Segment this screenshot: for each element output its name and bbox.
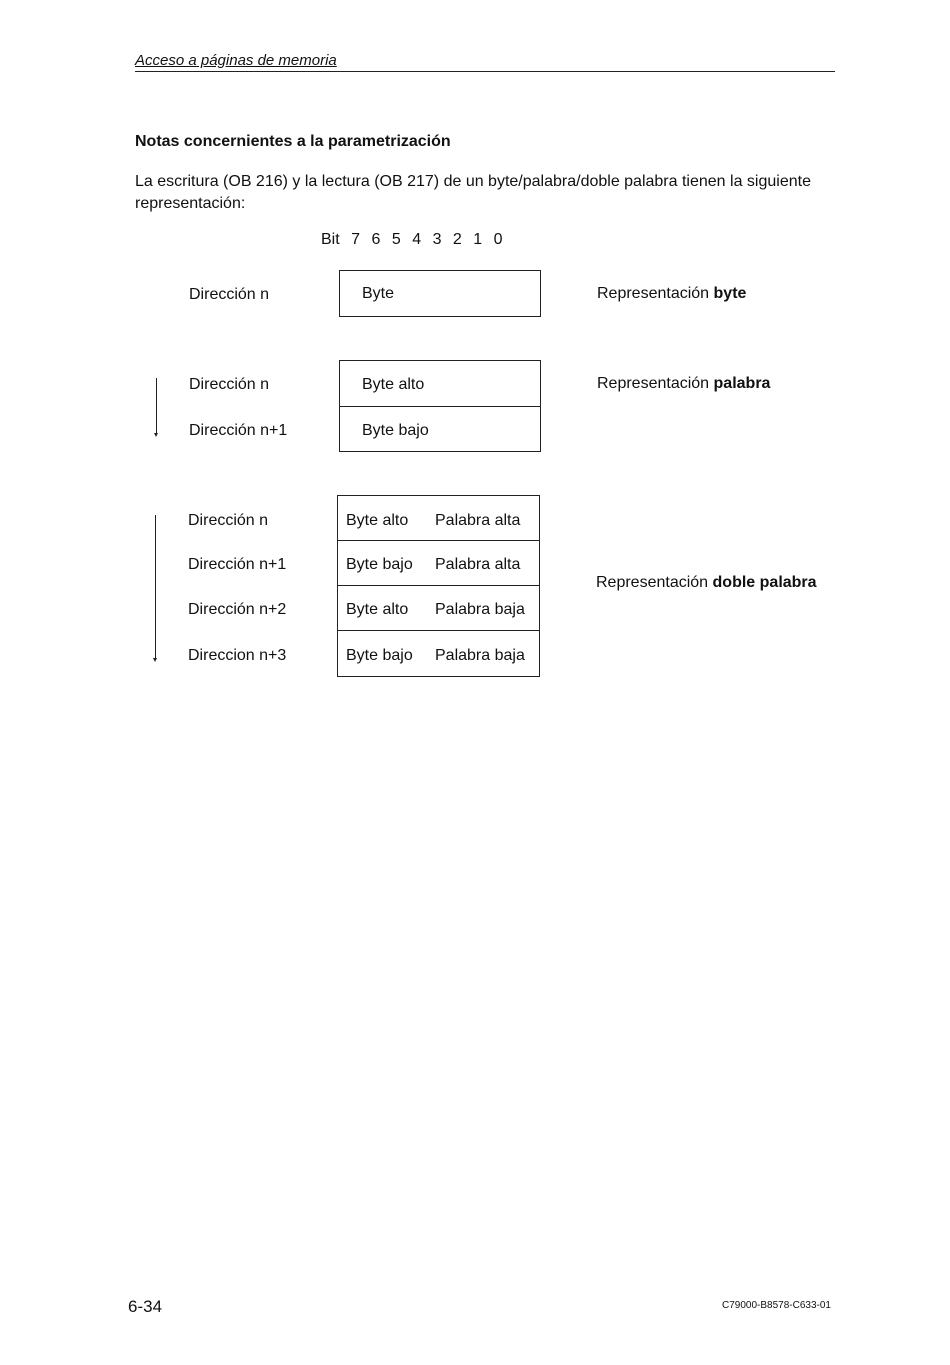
- bit-6: 6: [371, 231, 381, 248]
- word-box: [339, 360, 541, 452]
- word-arrow-icon: [156, 378, 157, 434]
- byte-representation-label: [597, 285, 746, 303]
- running-title: Acceso a páginas de memoria: [135, 52, 337, 69]
- dword-row: [338, 540, 539, 585]
- dword-representation-label: [596, 574, 817, 592]
- page-number: 6-34: [128, 1297, 163, 1316]
- word-representation-label: [597, 375, 770, 393]
- byte-box: [339, 270, 541, 317]
- dword-row: [338, 585, 539, 630]
- bit-0: 0: [493, 231, 503, 248]
- dword-address-n1: Dirección n+1: [188, 556, 287, 573]
- dword-row: [338, 630, 539, 676]
- dword-address-n2: Dirección n+2: [188, 601, 287, 618]
- dword-address-n3: Direccion n+3: [188, 647, 287, 664]
- intro-paragraph: La escritura (OB 216) y la lectura (OB 217) de un byte/palabra/doble palabra tienen la siguiente representación:: [135, 173, 811, 212]
- dword-arrow-icon: [155, 515, 156, 659]
- dword-row-byte: Byte bajo: [346, 556, 413, 573]
- dword-address-n: Dirección n: [188, 512, 269, 529]
- bit-row: [321, 231, 510, 249]
- dword-row-word: Palabra alta: [435, 512, 521, 529]
- bit-7: 7: [351, 231, 361, 248]
- dword-rep-bold: doble palabra: [712, 574, 817, 591]
- word-address-n1: Dirección n+1: [189, 422, 288, 439]
- word-address-n: Dirección n: [189, 376, 270, 393]
- bit-3: 3: [432, 231, 442, 248]
- bit-5: 5: [391, 231, 401, 248]
- bit-label: Bit: [321, 231, 340, 248]
- byte-cell: Byte: [362, 285, 395, 302]
- dword-row-byte: Byte alto: [346, 512, 409, 529]
- word-rep-bold: palabra: [713, 375, 771, 392]
- word-cell-low: Byte bajo: [340, 406, 540, 452]
- dword-box: [337, 495, 540, 677]
- dword-row-byte: Byte bajo: [346, 647, 413, 664]
- byte-rep-bold: byte: [713, 285, 747, 302]
- word-rep-prefix: Representación: [597, 375, 710, 392]
- dword-row: [338, 496, 539, 541]
- dword-row-word: Palabra alta: [435, 556, 521, 573]
- document-id: C79000-B8578-C633-01: [722, 1300, 831, 1311]
- bit-4: 4: [412, 231, 422, 248]
- dword-row-word: Palabra baja: [435, 601, 525, 618]
- dword-row-byte: Byte alto: [346, 601, 409, 618]
- bit-1: 1: [473, 231, 483, 248]
- bit-2: 2: [452, 231, 462, 248]
- word-cell-high: Byte alto: [362, 376, 425, 393]
- dword-row-word: Palabra baja: [435, 647, 525, 664]
- byte-rep-prefix: Representación: [597, 285, 710, 302]
- running-header: [135, 52, 835, 72]
- byte-address-n: Dirección n: [189, 286, 270, 303]
- section-title: Notas concernientes a la parametrización: [135, 133, 451, 150]
- dword-rep-prefix: Representación: [596, 574, 709, 591]
